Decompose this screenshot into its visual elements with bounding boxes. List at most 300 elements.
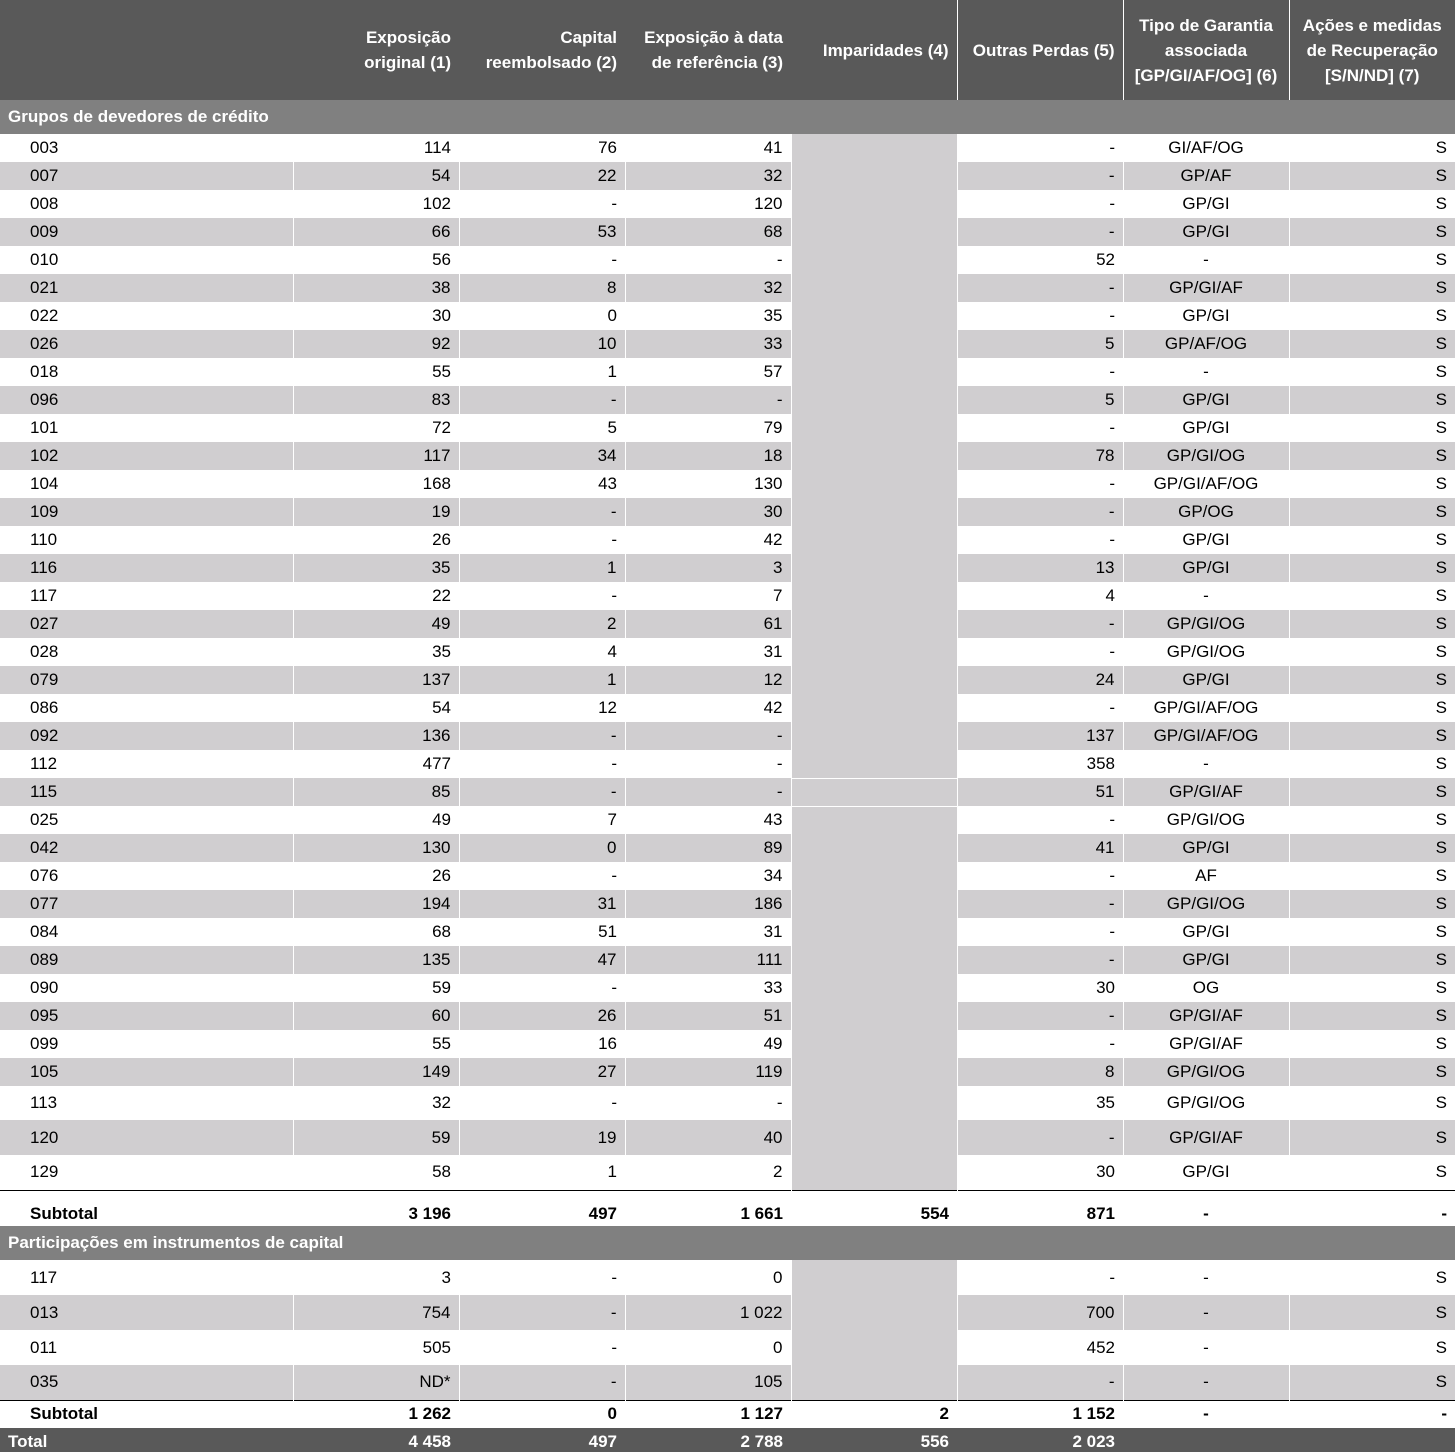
cell-tipo-garantia: GP/GI bbox=[1123, 218, 1289, 246]
cell-acoes-recuperacao: S bbox=[1435, 698, 1447, 717]
cell-exposicao-original: 135 bbox=[293, 946, 459, 974]
cell-capital-reembolsado: 1 bbox=[607, 1162, 617, 1182]
cell-id: 010 bbox=[30, 250, 59, 269]
cell-tipo-garantia: GP/GI bbox=[1182, 418, 1230, 437]
cell-exposicao-referencia: 43 bbox=[763, 810, 783, 829]
cell-tipo-garantia: GP/GI/OG bbox=[1123, 442, 1289, 470]
cell-acoes-recuperacao: S bbox=[1435, 194, 1447, 213]
table-row bbox=[0, 218, 1455, 246]
header-exposicao-referencia: Exposição à data de referência (3) bbox=[625, 0, 791, 100]
cell-capital-reembolsado: 34 bbox=[459, 442, 625, 470]
cell-exposicao-original: 72 bbox=[432, 418, 451, 437]
cell-exposicao-original: ND* bbox=[293, 1365, 459, 1400]
cell-exposicao-referencia: 2 bbox=[773, 1162, 783, 1182]
cell-exposicao-original: 54 bbox=[293, 162, 459, 190]
cell-capital-reembolsado: 19 bbox=[459, 1120, 625, 1155]
cell-outras-perdas: - bbox=[1109, 138, 1115, 157]
cell-outras-perdas: - bbox=[1109, 642, 1115, 661]
cell-acoes-recuperacao: S bbox=[1289, 498, 1455, 526]
cell-outras-perdas: - bbox=[1109, 922, 1115, 941]
cell-outras-perdas: - bbox=[957, 1365, 1123, 1400]
cell-id: 113 bbox=[30, 1093, 58, 1112]
table-row bbox=[0, 638, 1455, 666]
cell-exposicao-original: 130 bbox=[293, 834, 459, 862]
cell-tipo-garantia: - bbox=[1203, 754, 1209, 773]
cell-imparidades bbox=[791, 582, 957, 610]
cell-imparidades bbox=[791, 666, 957, 694]
subtotal-row bbox=[0, 1190, 1455, 1226]
cell-outras-perdas: - bbox=[1109, 530, 1115, 549]
cell-exposicao-referencia: 1 022 bbox=[625, 1295, 791, 1330]
header-id bbox=[0, 0, 293, 100]
table-row bbox=[0, 386, 1455, 414]
cell-capital-reembolsado: - bbox=[611, 754, 617, 773]
cell-exposicao-original: 477 bbox=[422, 754, 451, 773]
cell-id: 025 bbox=[30, 810, 59, 829]
cell-capital-reembolsado: - bbox=[459, 1295, 625, 1330]
cell-exposicao-original: 92 bbox=[293, 330, 459, 358]
cell-capital-reembolsado: 16 bbox=[598, 1034, 617, 1053]
cell-acoes-recuperacao: S bbox=[1435, 474, 1447, 493]
cell-outras-perdas: - bbox=[957, 274, 1123, 302]
cell-capital-reembolsado: 12 bbox=[598, 698, 617, 717]
cell-tipo-garantia: GP/GI bbox=[1123, 386, 1289, 414]
header-capital-reembolsado: Capital reembolsado (2) bbox=[459, 0, 625, 100]
cell-acoes-recuperacao: S bbox=[1289, 442, 1455, 470]
cell-capital-reembolsado: - bbox=[459, 498, 625, 526]
cell-outras-perdas: 700 bbox=[957, 1295, 1123, 1330]
cell-outras-perdas: 5 bbox=[957, 386, 1123, 414]
cell-imparidades bbox=[791, 862, 957, 890]
table-row bbox=[0, 554, 1455, 582]
cell-exposicao-referencia: - bbox=[625, 722, 791, 750]
subtotal-exposicao-referencia: 1 661 bbox=[625, 1190, 791, 1226]
cell-outras-perdas: - bbox=[1109, 1034, 1115, 1053]
cell-id: 092 bbox=[0, 722, 293, 750]
cell-capital-reembolsado: - bbox=[459, 1365, 625, 1400]
cell-tipo-garantia: GP/GI/AF bbox=[1123, 274, 1289, 302]
subtotal-capital-reembolsado: 0 bbox=[459, 1400, 625, 1428]
cell-id: 105 bbox=[0, 1058, 293, 1086]
cell-imparidades bbox=[791, 890, 957, 918]
cell-id: 117 bbox=[30, 586, 58, 605]
total-exposicao-original: 4 458 bbox=[293, 1428, 459, 1452]
cell-outras-perdas: - bbox=[1109, 362, 1115, 381]
cell-tipo-garantia: - bbox=[1203, 1337, 1209, 1357]
header-exposicao-original: Exposição original (1) bbox=[293, 0, 459, 100]
cell-acoes-recuperacao: S bbox=[1435, 1093, 1447, 1112]
cell-exposicao-original: 85 bbox=[293, 778, 459, 806]
subtotal-label: Subtotal bbox=[0, 1190, 293, 1226]
cell-exposicao-referencia: 3 bbox=[625, 554, 791, 582]
header-tipo-garantia: Tipo de Garantia associada [GP/GI/AF/OG] (6) bbox=[1123, 0, 1289, 100]
subtotal-exposicao-original: 1 262 bbox=[293, 1400, 459, 1428]
cell-id: 129 bbox=[30, 1162, 59, 1182]
section-title: Grupos de devedores de crédito bbox=[0, 100, 1455, 134]
cell-outras-perdas: 4 bbox=[1105, 586, 1115, 605]
cell-capital-reembolsado: 1 bbox=[459, 666, 625, 694]
cell-acoes-recuperacao: S bbox=[1435, 530, 1447, 549]
cell-capital-reembolsado: - bbox=[459, 778, 625, 806]
cell-exposicao-referencia: 41 bbox=[763, 138, 783, 157]
cell-exposicao-original: 22 bbox=[432, 586, 451, 605]
cell-acoes-recuperacao: S bbox=[1435, 866, 1447, 885]
cell-acoes-recuperacao: S bbox=[1435, 586, 1447, 605]
cell-id: 077 bbox=[0, 890, 293, 918]
cell-id: 018 bbox=[30, 362, 59, 381]
subtotal-imparidades: 2 bbox=[791, 1400, 957, 1428]
cell-imparidades bbox=[791, 1086, 957, 1120]
cell-outras-perdas: 78 bbox=[957, 442, 1123, 470]
cell-exposicao-referencia: 105 bbox=[625, 1365, 791, 1400]
cell-imparidades bbox=[791, 218, 957, 246]
cell-tipo-garantia: GP/AF bbox=[1123, 162, 1289, 190]
cell-acoes-recuperacao: S bbox=[1289, 1295, 1455, 1330]
cell-acoes-recuperacao: S bbox=[1289, 218, 1455, 246]
cell-capital-reembolsado: 31 bbox=[459, 890, 625, 918]
cell-capital-reembolsado: - bbox=[611, 1093, 617, 1112]
cell-id: 013 bbox=[0, 1295, 293, 1330]
cell-exposicao-referencia: - bbox=[776, 1093, 783, 1112]
cell-outras-perdas: - bbox=[957, 1002, 1123, 1030]
cell-capital-reembolsado: - bbox=[611, 530, 617, 549]
cell-imparidades bbox=[791, 330, 957, 358]
subtotal-exposicao-original: 3 196 bbox=[293, 1190, 459, 1226]
cell-outras-perdas: 24 bbox=[957, 666, 1123, 694]
cell-tipo-garantia: GP/GI/AF bbox=[1123, 778, 1289, 806]
cell-id: 104 bbox=[30, 474, 59, 493]
cell-exposicao-original: 38 bbox=[293, 274, 459, 302]
cell-exposicao-original: 55 bbox=[432, 1034, 451, 1053]
cell-outras-perdas: - bbox=[1109, 866, 1115, 885]
cell-capital-reembolsado: 0 bbox=[607, 306, 617, 325]
subtotal-label: Subtotal bbox=[0, 1400, 293, 1428]
cell-id: 022 bbox=[30, 306, 59, 325]
cell-imparidades bbox=[791, 162, 957, 190]
cell-capital-reembolsado: - bbox=[459, 386, 625, 414]
cell-imparidades bbox=[791, 778, 957, 806]
cell-acoes-recuperacao: S bbox=[1289, 1120, 1455, 1155]
cell-id: 042 bbox=[0, 834, 293, 862]
cell-imparidades bbox=[791, 1155, 957, 1190]
total-label: Total bbox=[0, 1428, 293, 1452]
cell-capital-reembolsado: 1 bbox=[607, 362, 617, 381]
cell-id: 035 bbox=[0, 1365, 293, 1400]
table-row bbox=[0, 1120, 1455, 1155]
cell-capital-reembolsado: - bbox=[611, 1267, 617, 1287]
cell-tipo-garantia: OG bbox=[1192, 978, 1220, 997]
cell-id: 079 bbox=[0, 666, 293, 694]
cell-exposicao-original: 60 bbox=[293, 1002, 459, 1030]
cell-outras-perdas: 137 bbox=[957, 722, 1123, 750]
subtotal-outras-perdas: 871 bbox=[957, 1190, 1123, 1226]
cell-tipo-garantia: GP/GI/OG bbox=[1166, 810, 1246, 829]
cell-exposicao-referencia: 68 bbox=[625, 218, 791, 246]
cell-exposicao-original: 137 bbox=[293, 666, 459, 694]
subtotal-acoes-recuperacao: - bbox=[1289, 1190, 1455, 1226]
cell-acoes-recuperacao: S bbox=[1435, 810, 1447, 829]
table-row bbox=[0, 610, 1455, 638]
table-row bbox=[0, 582, 1455, 610]
cell-imparidades bbox=[791, 134, 957, 162]
table-row bbox=[0, 414, 1455, 442]
total-capital-reembolsado: 497 bbox=[459, 1428, 625, 1452]
cell-tipo-garantia: GP/GI bbox=[1182, 194, 1230, 213]
cell-id: 090 bbox=[30, 978, 59, 997]
cell-imparidades bbox=[791, 1058, 957, 1086]
table-row bbox=[0, 918, 1455, 946]
cell-tipo-garantia: GP/GI/AF/OG bbox=[1123, 722, 1289, 750]
cell-acoes-recuperacao: S bbox=[1289, 162, 1455, 190]
cell-exposicao-original: 56 bbox=[432, 250, 451, 269]
cell-exposicao-referencia: 130 bbox=[754, 474, 783, 493]
cell-imparidades bbox=[791, 190, 957, 218]
cell-capital-reembolsado: 1 bbox=[459, 554, 625, 582]
table-row bbox=[0, 750, 1455, 778]
cell-acoes-recuperacao: S bbox=[1289, 890, 1455, 918]
table-row bbox=[0, 190, 1455, 218]
cell-acoes-recuperacao: S bbox=[1289, 666, 1455, 694]
cell-acoes-recuperacao: S bbox=[1435, 138, 1447, 157]
cell-imparidades bbox=[791, 834, 957, 862]
cell-acoes-recuperacao: S bbox=[1435, 250, 1447, 269]
cell-exposicao-referencia: 7 bbox=[773, 586, 783, 605]
subtotal-imparidades: 554 bbox=[791, 1190, 957, 1226]
cell-id: 109 bbox=[0, 498, 293, 526]
table-row bbox=[0, 358, 1455, 386]
cell-exposicao-referencia: - bbox=[625, 386, 791, 414]
cell-exposicao-original: 68 bbox=[432, 922, 451, 941]
cell-tipo-garantia: GP/GI/OG bbox=[1123, 610, 1289, 638]
cell-capital-reembolsado: 43 bbox=[598, 474, 617, 493]
cell-capital-reembolsado: 22 bbox=[459, 162, 625, 190]
cell-exposicao-original: 58 bbox=[432, 1162, 451, 1182]
cell-imparidades bbox=[791, 610, 957, 638]
cell-capital-reembolsado: 10 bbox=[459, 330, 625, 358]
cell-exposicao-original: 59 bbox=[293, 1120, 459, 1155]
cell-tipo-garantia: GP/GI bbox=[1123, 946, 1289, 974]
cell-imparidades bbox=[791, 638, 957, 666]
cell-exposicao-referencia: 33 bbox=[763, 978, 783, 997]
cell-exposicao-original: 49 bbox=[432, 810, 451, 829]
total-row bbox=[0, 1428, 1455, 1452]
cell-tipo-garantia: GP/GI/AF bbox=[1169, 1034, 1243, 1053]
cell-outras-perdas: - bbox=[957, 218, 1123, 246]
cell-exposicao-original: 59 bbox=[432, 978, 451, 997]
cell-tipo-garantia: GP/GI/AF bbox=[1123, 1002, 1289, 1030]
cell-exposicao-referencia: 51 bbox=[625, 1002, 791, 1030]
cell-exposicao-referencia: 49 bbox=[763, 1034, 783, 1053]
cell-capital-reembolsado: 51 bbox=[598, 922, 617, 941]
cell-id: 099 bbox=[30, 1034, 59, 1053]
cell-capital-reembolsado: 8 bbox=[459, 274, 625, 302]
table-row bbox=[0, 806, 1455, 834]
cell-id: 026 bbox=[0, 330, 293, 358]
cell-exposicao-referencia: 18 bbox=[625, 442, 791, 470]
cell-acoes-recuperacao: S bbox=[1289, 1365, 1455, 1400]
cell-id: 086 bbox=[30, 698, 59, 717]
cell-acoes-recuperacao: S bbox=[1435, 306, 1447, 325]
table-row bbox=[0, 1260, 1455, 1295]
cell-acoes-recuperacao: S bbox=[1289, 778, 1455, 806]
cell-imparidades bbox=[791, 442, 957, 470]
cell-exposicao-referencia: 61 bbox=[625, 610, 791, 638]
cell-tipo-garantia: - bbox=[1123, 1295, 1289, 1330]
cell-imparidades bbox=[791, 974, 957, 1002]
cell-acoes-recuperacao: S bbox=[1435, 754, 1447, 773]
cell-tipo-garantia: GP/GI/OG bbox=[1123, 890, 1289, 918]
total-imparidades: 556 bbox=[791, 1428, 957, 1452]
cell-exposicao-referencia: 42 bbox=[763, 698, 783, 717]
cell-capital-reembolsado: - bbox=[611, 194, 617, 213]
cell-exposicao-original: 54 bbox=[432, 698, 451, 717]
cell-exposicao-original: 66 bbox=[293, 218, 459, 246]
header-acoes-recuperacao: Ações e medidas de Recuperação [S/N/ND] (7) bbox=[1289, 0, 1455, 100]
cell-imparidades bbox=[791, 1365, 957, 1400]
table-header-row bbox=[0, 0, 1455, 100]
cell-acoes-recuperacao: S bbox=[1435, 642, 1447, 661]
cell-outras-perdas: 8 bbox=[957, 1058, 1123, 1086]
cell-outras-perdas: - bbox=[957, 890, 1123, 918]
cell-imparidades bbox=[791, 246, 957, 274]
cell-exposicao-original: 168 bbox=[422, 474, 451, 493]
cell-exposicao-referencia: 57 bbox=[763, 362, 783, 381]
header-outras-perdas: Outras Perdas (5) bbox=[957, 0, 1123, 100]
cell-acoes-recuperacao: S bbox=[1435, 418, 1447, 437]
cell-acoes-recuperacao: S bbox=[1435, 1267, 1447, 1287]
cell-capital-reembolsado: 2 bbox=[459, 610, 625, 638]
table-row bbox=[0, 778, 1455, 806]
cell-id: 009 bbox=[0, 218, 293, 246]
cell-tipo-garantia: GP/GI/OG bbox=[1166, 1093, 1246, 1112]
cell-id: 076 bbox=[30, 866, 59, 885]
cell-acoes-recuperacao: S bbox=[1289, 386, 1455, 414]
total-outras-perdas: 2 023 bbox=[957, 1428, 1123, 1452]
cell-exposicao-original: 3 bbox=[441, 1267, 451, 1287]
cell-tipo-garantia: GP/GI bbox=[1182, 530, 1230, 549]
cell-capital-reembolsado: - bbox=[611, 978, 617, 997]
subtotal-capital-reembolsado: 497 bbox=[459, 1190, 625, 1226]
cell-acoes-recuperacao: S bbox=[1435, 922, 1447, 941]
cell-imparidades bbox=[791, 526, 957, 554]
cell-exposicao-original: 136 bbox=[293, 722, 459, 750]
cell-id: 120 bbox=[0, 1120, 293, 1155]
cell-imparidades bbox=[791, 1002, 957, 1030]
cell-outras-perdas: 35 bbox=[1096, 1093, 1115, 1112]
cell-outras-perdas: 358 bbox=[1086, 754, 1115, 773]
section-header-row bbox=[0, 1226, 1455, 1260]
cell-outras-perdas: - bbox=[1109, 418, 1115, 437]
cell-capital-reembolsado: 47 bbox=[459, 946, 625, 974]
cell-imparidades bbox=[791, 722, 957, 750]
subtotal-acoes-recuperacao: - bbox=[1289, 1400, 1455, 1428]
cell-capital-reembolsado: - bbox=[611, 586, 617, 605]
cell-id: 101 bbox=[30, 418, 59, 437]
cell-exposicao-referencia: 186 bbox=[625, 890, 791, 918]
table-row bbox=[0, 274, 1455, 302]
cell-tipo-garantia: GP/OG bbox=[1123, 498, 1289, 526]
cell-outras-perdas: - bbox=[957, 498, 1123, 526]
cell-tipo-garantia: - bbox=[1203, 586, 1209, 605]
cell-exposicao-original: 35 bbox=[293, 554, 459, 582]
cell-imparidades bbox=[791, 1295, 957, 1330]
cell-exposicao-referencia: 34 bbox=[763, 866, 783, 885]
cell-tipo-garantia: GP/GI/AF/OG bbox=[1153, 474, 1259, 493]
cell-tipo-garantia: - bbox=[1123, 1365, 1289, 1400]
cell-exposicao-referencia: - bbox=[625, 778, 791, 806]
cell-exposicao-referencia: 30 bbox=[625, 498, 791, 526]
cell-capital-reembolsado: 76 bbox=[598, 138, 617, 157]
cell-acoes-recuperacao: S bbox=[1435, 978, 1447, 997]
table-row bbox=[0, 302, 1455, 330]
cell-acoes-recuperacao: S bbox=[1435, 362, 1447, 381]
cell-capital-reembolsado: 7 bbox=[607, 810, 617, 829]
cell-exposicao-referencia: 111 bbox=[625, 946, 791, 974]
subtotal-outras-perdas: 1 152 bbox=[957, 1400, 1123, 1428]
cell-imparidades bbox=[791, 498, 957, 526]
cell-imparidades bbox=[791, 358, 957, 386]
cell-exposicao-referencia: 35 bbox=[763, 306, 783, 325]
cell-tipo-garantia: GI/AF/OG bbox=[1168, 138, 1244, 157]
cell-exposicao-referencia: 42 bbox=[763, 530, 783, 549]
table-row bbox=[0, 1365, 1455, 1400]
subtotal-tipo-garantia: - bbox=[1123, 1190, 1289, 1226]
cell-tipo-garantia: GP/GI bbox=[1182, 922, 1230, 941]
cell-capital-reembolsado: - bbox=[611, 1337, 617, 1357]
table-row bbox=[0, 666, 1455, 694]
cell-imparidades bbox=[791, 470, 957, 498]
cell-outras-perdas: 51 bbox=[957, 778, 1123, 806]
cell-exposicao-original: 19 bbox=[293, 498, 459, 526]
cell-id: 110 bbox=[30, 530, 58, 549]
cell-exposicao-original: 505 bbox=[422, 1337, 451, 1357]
cell-exposicao-referencia: 31 bbox=[763, 922, 783, 941]
table-row bbox=[0, 862, 1455, 890]
table-row bbox=[0, 890, 1455, 918]
cell-outras-perdas: - bbox=[1109, 194, 1115, 213]
cell-outras-perdas: - bbox=[1109, 306, 1115, 325]
cell-exposicao-original: 30 bbox=[432, 306, 451, 325]
cell-capital-reembolsado: 26 bbox=[459, 1002, 625, 1030]
cell-exposicao-referencia: 33 bbox=[625, 330, 791, 358]
table-row bbox=[0, 498, 1455, 526]
cell-id: 117 bbox=[30, 1267, 58, 1287]
cell-exposicao-referencia: 31 bbox=[763, 642, 783, 661]
cell-id: 007 bbox=[0, 162, 293, 190]
cell-outras-perdas: - bbox=[1109, 1267, 1115, 1287]
cell-exposicao-referencia: 89 bbox=[625, 834, 791, 862]
cell-exposicao-referencia: 0 bbox=[773, 1337, 783, 1357]
cell-id: 027 bbox=[0, 610, 293, 638]
cell-acoes-recuperacao: S bbox=[1289, 274, 1455, 302]
cell-capital-reembolsado: - bbox=[611, 250, 617, 269]
cell-outras-perdas: - bbox=[1109, 474, 1115, 493]
cell-exposicao-original: 55 bbox=[432, 362, 451, 381]
cell-outras-perdas: - bbox=[957, 162, 1123, 190]
cell-id: 116 bbox=[0, 554, 293, 582]
table-row bbox=[0, 442, 1455, 470]
cell-id: 115 bbox=[0, 778, 293, 806]
cell-exposicao-referencia: 40 bbox=[625, 1120, 791, 1155]
cell-tipo-garantia: AF bbox=[1195, 866, 1217, 885]
cell-acoes-recuperacao: S bbox=[1289, 554, 1455, 582]
table-row bbox=[0, 134, 1455, 162]
cell-exposicao-original: 49 bbox=[293, 610, 459, 638]
table-row bbox=[0, 1295, 1455, 1330]
total-exposicao-referencia: 2 788 bbox=[625, 1428, 791, 1452]
cell-id: 084 bbox=[30, 922, 59, 941]
cell-id: 008 bbox=[30, 194, 59, 213]
